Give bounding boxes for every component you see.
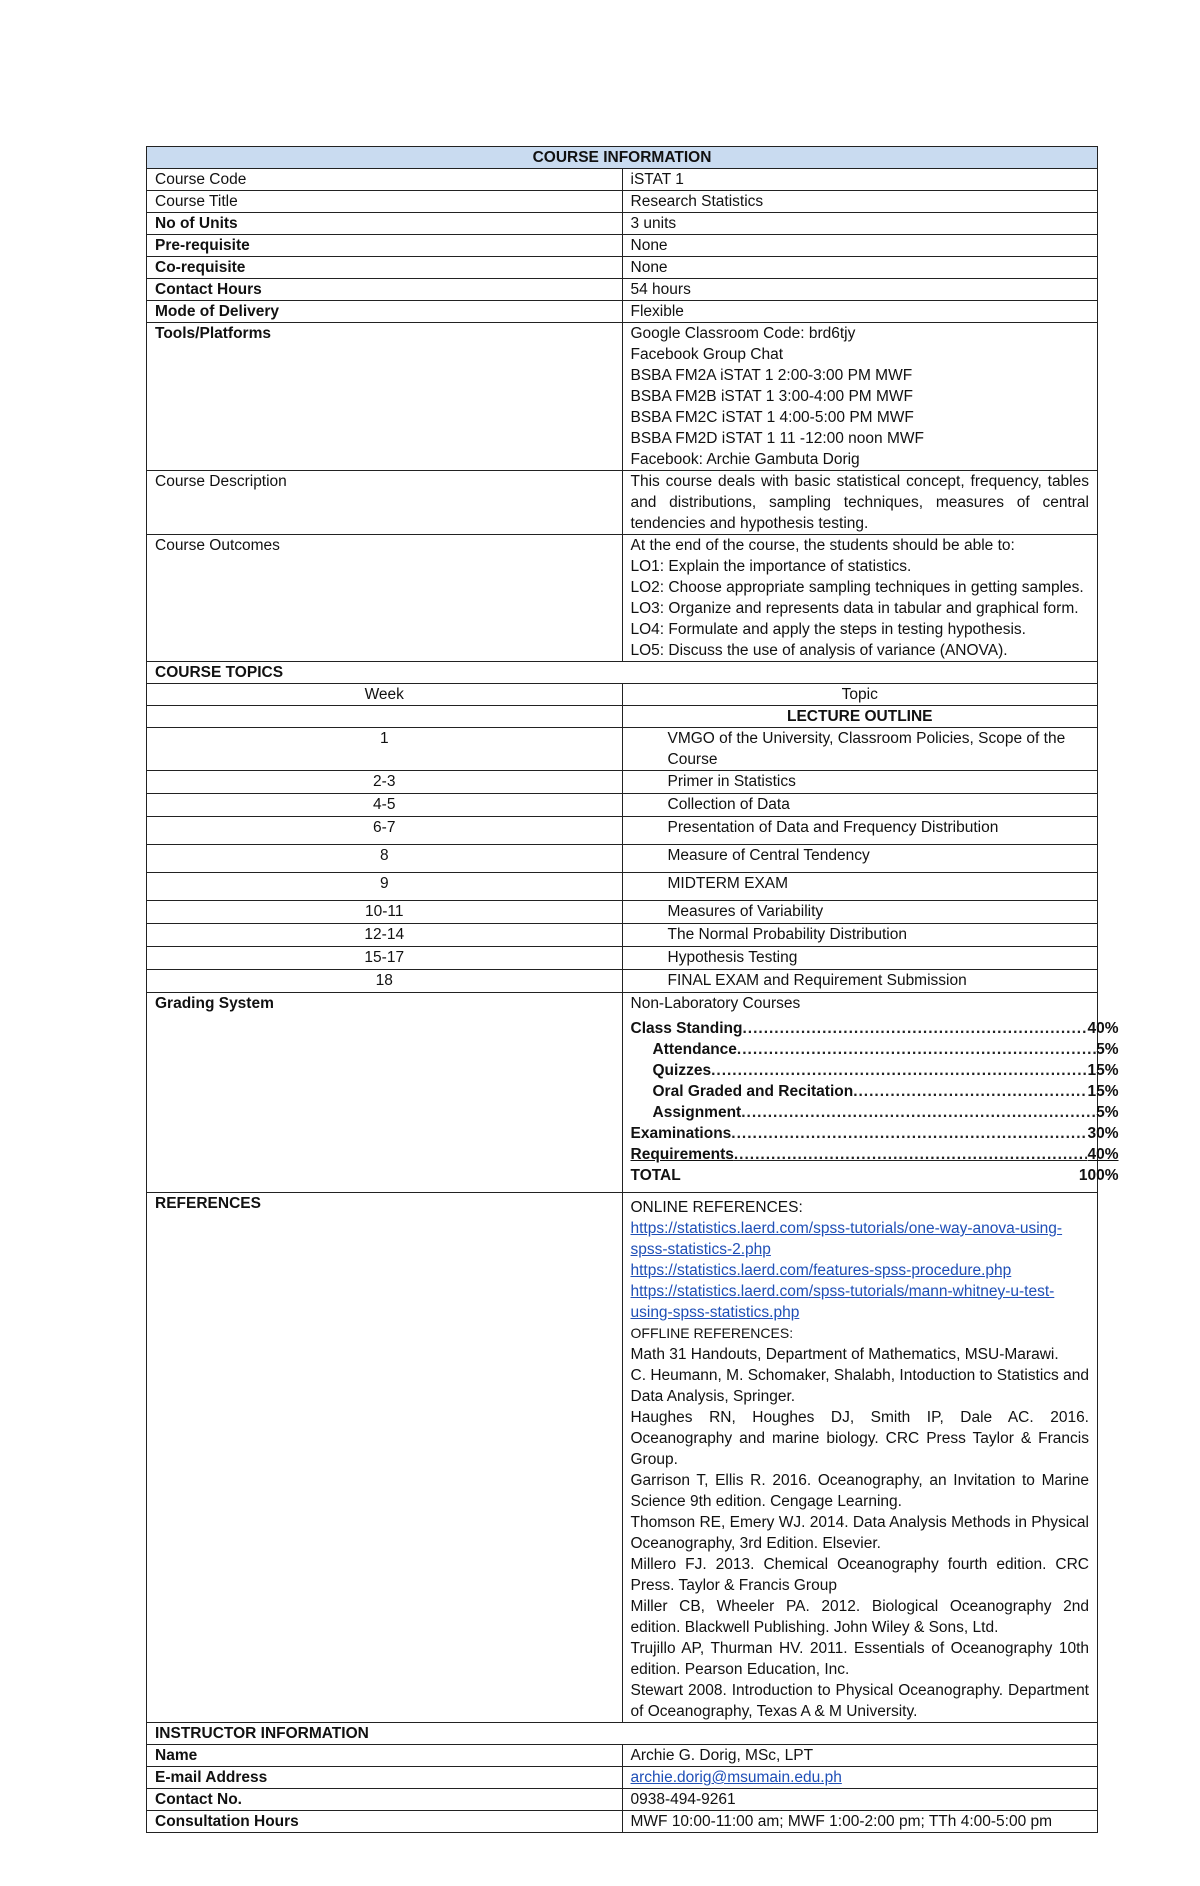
examinations xyxy=(631,1123,1119,1144)
course-outcomes-label: Course Outcomes xyxy=(147,535,623,662)
grading-item-percent: 15% xyxy=(1087,1062,1119,1079)
topic-text: Hypothesis Testing xyxy=(622,947,1098,970)
course-code-row xyxy=(147,169,1098,191)
course-syllabus-page xyxy=(146,146,1119,1833)
instructor-e-mail-address-label: E-mail Address xyxy=(147,1767,623,1789)
topic-week: 2-3 xyxy=(147,771,623,794)
grading-item xyxy=(631,1102,1119,1123)
no-of-units-value: 3 units xyxy=(622,213,1098,235)
grading-heading: Non-Laboratory Courses xyxy=(630,995,801,1012)
course-code-value: iSTAT 1 xyxy=(622,169,1098,191)
instructor-consultation-hours-value: MWF 10:00-11:00 am; MWF 1:00-2:00 pm; TTh 4:00-5:00 pm xyxy=(622,1811,1098,1833)
course-topics-row xyxy=(147,662,1098,684)
topic-row xyxy=(147,794,1098,817)
tools-platforms-row xyxy=(147,323,1098,471)
topic-text: Primer in Statistics xyxy=(622,771,1098,794)
topic-text: Presentation of Data and Frequency Distribution xyxy=(622,817,1098,845)
topic-week: 10-11 xyxy=(147,901,623,924)
pre-requisite-row xyxy=(147,235,1098,257)
topic-text: MIDTERM EXAM xyxy=(622,873,1098,901)
grading-total-percent: 100% xyxy=(1078,1167,1119,1184)
co-requisite-label: Co-requisite xyxy=(147,257,623,279)
requirements-percent: 40% xyxy=(1087,1146,1119,1163)
tools-platforms-value xyxy=(622,323,1098,471)
outcome-line: LO5: Discuss the use of analysis of variance (ANOVA). xyxy=(630,642,1008,659)
co-requisite-row xyxy=(147,257,1098,279)
topic-row xyxy=(147,901,1098,924)
grading-system-label: Grading System xyxy=(147,993,623,1193)
offline-reference: Thomson RE, Emery WJ. 2014. Data Analysis Methods in Physical Oceanography, 3rd Edition. Elsevier. xyxy=(630,1514,1089,1552)
outcome-line: At the end of the course, the students should be able to: xyxy=(630,537,1015,554)
grading-item-percent: 15% xyxy=(1087,1083,1119,1100)
topic-text: VMGO of the University, Classroom Policies, Scope of the Course xyxy=(622,728,1098,771)
topic-week: 15-17 xyxy=(147,947,623,970)
contact-hours-row xyxy=(147,279,1098,301)
offline-reference-list xyxy=(631,1344,1090,1722)
topic-row xyxy=(147,728,1098,771)
topic-text: The Normal Probability Distribution xyxy=(622,924,1098,947)
course-topics-title: COURSE TOPICS xyxy=(147,662,1098,684)
tools-line: BSBA FM2D iSTAT 1 11 -12:00 noon MWF xyxy=(630,430,924,447)
references-row xyxy=(147,1193,1098,1723)
offline-references-heading: OFFLINE REFERENCES: xyxy=(630,1325,794,1341)
instructor-e-mail-address-value xyxy=(622,1767,1098,1789)
offline-reference: Math 31 Handouts, Department of Mathematics, MSU-Marawi. xyxy=(630,1346,1059,1363)
offline-reference: Haughes RN, Houghes DJ, Smith IP, Dale AC. 2016. Oceanography and marine biology. CRC Press Taylor & Francis Group. xyxy=(630,1409,1089,1468)
requirements xyxy=(631,1144,1119,1165)
tools-line: BSBA FM2C iSTAT 1 4:00-5:00 PM MWF xyxy=(630,409,914,426)
topic-row xyxy=(147,947,1098,970)
topic-week: 6-7 xyxy=(147,817,623,845)
mode-of-delivery-row xyxy=(147,301,1098,323)
email-link[interactable]: archie.dorig@msumain.edu.ph xyxy=(630,1769,842,1786)
instructor-consultation-hours-row xyxy=(147,1811,1098,1833)
grading-item-percent: 5% xyxy=(1096,1041,1119,1058)
instructor-consultation-hours-label: Consultation Hours xyxy=(147,1811,623,1833)
grading-total-spacer xyxy=(681,1165,1079,1186)
grading-item-leader xyxy=(853,1081,1087,1102)
table-title: COURSE INFORMATION xyxy=(147,147,1098,169)
course-information-table xyxy=(146,146,1119,1833)
online-references-heading: ONLINE REFERENCES: xyxy=(630,1199,803,1216)
outline-header-row xyxy=(147,706,1098,728)
grading-system-row xyxy=(147,993,1098,1193)
course-code-label: Course Code xyxy=(147,169,623,191)
offline-reference: Trujillo AP, Thurman HV. 2011. Essentials of Oceanography 10th edition. Pearson Education, Inc. xyxy=(630,1640,1089,1678)
instructor-name-row xyxy=(147,1745,1098,1767)
class-standing xyxy=(631,1018,1119,1039)
instructor-name-value: Archie G. Dorig, MSc, LPT xyxy=(622,1745,1098,1767)
topic-text: Collection of Data xyxy=(622,794,1098,817)
examinations-leader xyxy=(731,1123,1087,1144)
topic-row xyxy=(147,873,1098,901)
grading-total xyxy=(631,1165,1119,1186)
class-standing-leader xyxy=(742,1018,1087,1039)
week-header: Week xyxy=(147,684,623,706)
topic-week: 4-5 xyxy=(147,794,623,817)
offline-reference: Millero FJ. 2013. Chemical Oceanography fourth edition. CRC Press. Taylor & Francis Group xyxy=(630,1556,1089,1594)
pre-requisite-value: None xyxy=(622,235,1098,257)
no-of-units-row xyxy=(147,213,1098,235)
course-title-row xyxy=(147,191,1098,213)
topic-week: 9 xyxy=(147,873,623,901)
instructor-contact-no-row xyxy=(147,1789,1098,1811)
examinations-name: Examinations xyxy=(630,1125,732,1142)
grading-item-leader xyxy=(741,1102,1096,1123)
requirements-leader xyxy=(734,1144,1088,1165)
tools-line: Facebook: Archie Gambuta Dorig xyxy=(630,451,860,468)
instructor-contact-no-label: Contact No. xyxy=(147,1789,623,1811)
course-description-value: This course deals with basic statistical concept, frequency, tables and distributions, sampling techniques, measures of central tendencies and hypothesis testing. xyxy=(622,471,1098,535)
grading-item-leader xyxy=(711,1060,1087,1081)
outcome-line: LO1: Explain the importance of statistics. xyxy=(630,558,912,575)
topic-text: FINAL EXAM and Requirement Submission xyxy=(622,970,1098,993)
examinations-percent: 30% xyxy=(1087,1125,1119,1142)
outcome-line: LO4: Formulate and apply the steps in testing hypothesis. xyxy=(630,621,1026,638)
reference-link[interactable]: https://statistics.laerd.com/spss-tutorials/mann-whitney-u-test-using-spss-statistics.php xyxy=(630,1283,1055,1321)
grading-item-name: Assignment xyxy=(652,1104,742,1121)
grading-item xyxy=(631,1039,1119,1060)
course-outcomes-row xyxy=(147,535,1098,662)
topics-header-row xyxy=(147,684,1098,706)
reference-link[interactable]: https://statistics.laerd.com/spss-tutorials/one-way-anova-using-spss-statistics-2.php xyxy=(630,1220,1063,1258)
outcome-line: LO2: Choose appropriate sampling techniques in getting samples. xyxy=(630,579,1084,596)
topic-text: Measures of Variability xyxy=(622,901,1098,924)
grading-item xyxy=(631,1081,1119,1102)
topic-text: Measure of Central Tendency xyxy=(622,845,1098,873)
requirements-name: Requirements xyxy=(630,1146,734,1163)
topic-row xyxy=(147,817,1098,845)
grading-item xyxy=(631,1060,1119,1081)
offline-reference: Miller CB, Wheeler PA. 2012. Biological Oceanography 2nd edition. Blackwell Publishing. John Wiley & Sons, Ltd. xyxy=(630,1598,1089,1636)
grading-item-name: Oral Graded and Recitation xyxy=(652,1083,854,1100)
course-outcomes-value xyxy=(622,535,1098,662)
instructor-name-label: Name xyxy=(147,1745,623,1767)
grading-item-percent: 5% xyxy=(1096,1104,1119,1121)
topic-week: 12-14 xyxy=(147,924,623,947)
no-of-units-label: No of Units xyxy=(147,213,623,235)
instructor-e-mail-address-row xyxy=(147,1767,1098,1789)
offline-reference: Stewart 2008. Introduction to Physical Oceanography. Department of Oceanography, Texas A & M University. xyxy=(630,1682,1089,1720)
offline-reference: C. Heumann, M. Schomaker, Shalabh, Intoduction to Statistics and Data Analysis, Springer. xyxy=(630,1367,1089,1405)
topic-row xyxy=(147,771,1098,794)
pre-requisite-label: Pre-requisite xyxy=(147,235,623,257)
class-standing-percent: 40% xyxy=(1087,1020,1119,1037)
course-title-label: Course Title xyxy=(147,191,623,213)
grading-breakdown xyxy=(631,1018,1119,1186)
reference-link[interactable]: https://statistics.laerd.com/features-spss-procedure.php xyxy=(630,1262,1012,1279)
topic-row xyxy=(147,845,1098,873)
topic-week: 8 xyxy=(147,845,623,873)
course-description-row xyxy=(147,471,1098,535)
grading-total-name: TOTAL xyxy=(630,1167,681,1184)
tools-line: Google Classroom Code: brd6tjy xyxy=(630,325,856,342)
tools-line: BSBA FM2B iSTAT 1 3:00-4:00 PM MWF xyxy=(630,388,914,405)
outline-spacer xyxy=(147,706,623,728)
tools-line: Facebook Group Chat xyxy=(630,346,784,363)
references-label: REFERENCES xyxy=(147,1193,623,1723)
course-description-label: Course Description xyxy=(147,471,623,535)
table-body xyxy=(147,147,1119,1833)
instructor-info-row xyxy=(147,1723,1098,1745)
grading-item-name: Attendance xyxy=(652,1041,737,1058)
mode-of-delivery-value: Flexible xyxy=(622,301,1098,323)
tools-platforms-label: Tools/Platforms xyxy=(147,323,623,471)
grading-item-leader xyxy=(737,1039,1096,1060)
offline-reference: Garrison T, Ellis R. 2016. Oceanography, an Invitation to Marine Science 9th edition. Cengage Learning. xyxy=(630,1472,1089,1510)
instructor-contact-no-value: 0938-494-9261 xyxy=(622,1789,1098,1811)
topic-row xyxy=(147,924,1098,947)
outcome-line: LO3: Organize and represents data in tabular and graphical form. xyxy=(630,600,1079,617)
contact-hours-value: 54 hours xyxy=(622,279,1098,301)
contact-hours-label: Contact Hours xyxy=(147,279,623,301)
co-requisite-value: None xyxy=(622,257,1098,279)
topic-week: 1 xyxy=(147,728,623,771)
grading-system-value xyxy=(622,993,1119,1193)
references-value xyxy=(622,1193,1098,1723)
lecture-outline-header: LECTURE OUTLINE xyxy=(622,706,1098,728)
class-standing-name: Class Standing xyxy=(630,1020,743,1037)
topic-row xyxy=(147,970,1098,993)
tools-line: BSBA FM2A iSTAT 1 2:00-3:00 PM MWF xyxy=(630,367,913,384)
topic-week: 18 xyxy=(147,970,623,993)
grading-item-name: Quizzes xyxy=(652,1062,712,1079)
instructor-info-title: INSTRUCTOR INFORMATION xyxy=(147,1723,1098,1745)
mode-of-delivery-label: Mode of Delivery xyxy=(147,301,623,323)
course-title-value: Research Statistics xyxy=(622,191,1098,213)
topic-header: Topic xyxy=(622,684,1098,706)
header-row xyxy=(147,147,1098,169)
